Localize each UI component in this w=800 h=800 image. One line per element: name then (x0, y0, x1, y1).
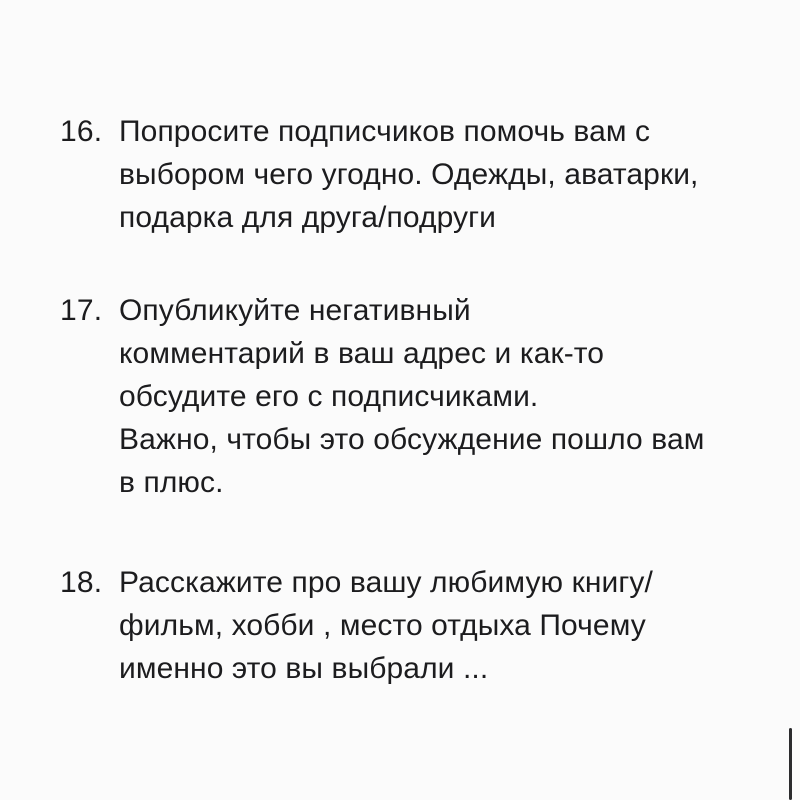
text-line: Важно, чтобы это обсуждение пошло вам (119, 423, 705, 456)
text-line: Расскажите про вашу любимую книгу/ (119, 566, 653, 599)
scrollbar-thumb[interactable] (789, 728, 792, 800)
text-line: именно это вы выбрали ... (119, 652, 489, 685)
text-line: выбором чего угодно. Одежды, аватарки, (119, 158, 699, 191)
item-text (119, 289, 789, 504)
text-line: подарка для друга/подруги (119, 201, 497, 234)
text-line: комментарий в ваш адрес и как-то (119, 337, 605, 370)
item-number: 17. (60, 294, 103, 327)
text-line: Опубликуйте негативный (119, 294, 471, 327)
text-line: фильм, хобби , место отдыха Почему (119, 609, 646, 642)
item-number: 16. (60, 115, 103, 148)
text-line: Попросите подписчиков помочь вам с (119, 115, 651, 148)
text-line: обсудите его с подписчиками. (119, 380, 539, 413)
item-text (119, 561, 789, 690)
item-text (119, 110, 789, 239)
text-line: в плюс. (119, 466, 224, 499)
item-number: 18. (60, 566, 103, 599)
